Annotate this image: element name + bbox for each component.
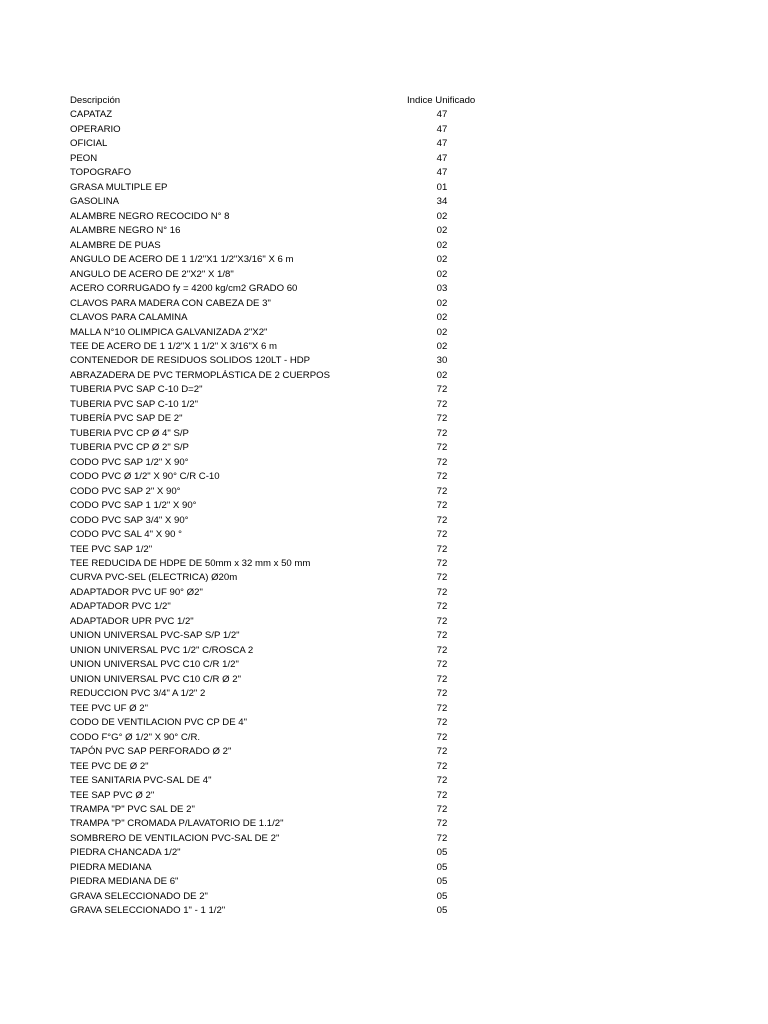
table-row bbox=[0, 383, 768, 397]
table-row bbox=[0, 369, 768, 383]
table-row bbox=[0, 137, 768, 151]
table-row bbox=[0, 557, 768, 571]
row-description: PIEDRA MEDIANA bbox=[70, 861, 152, 873]
table-row bbox=[0, 108, 768, 122]
table-row bbox=[0, 789, 768, 803]
row-description: TRAMPA "P" PVC SAL DE 2" bbox=[70, 803, 195, 815]
table-row bbox=[0, 514, 768, 528]
table-row bbox=[0, 311, 768, 325]
row-index: 47 bbox=[436, 152, 448, 164]
row-index: 47 bbox=[436, 167, 448, 179]
row-description: ANGULO DE ACERO DE 1 1/2"X1 1/2"X3/16" X 6 m bbox=[70, 254, 294, 266]
table-row bbox=[0, 586, 768, 600]
row-description: CODO PVC SAL 4" X 90 ° bbox=[70, 529, 182, 541]
row-description: UNION UNIVERSAL PVC C10 C/R 1/2" bbox=[70, 659, 239, 671]
row-index: 72 bbox=[436, 543, 448, 555]
row-description: PIEDRA MEDIANA DE 6" bbox=[70, 876, 179, 888]
table-row bbox=[0, 181, 768, 195]
table-row bbox=[0, 702, 768, 716]
row-description: CODO PVC SAP 1 1/2" X 90° bbox=[70, 500, 197, 512]
row-description: CODO PVC SAP 3/4" X 90° bbox=[70, 514, 189, 526]
row-description: TEE REDUCIDA DE HDPE DE 50mm x 32 mm x 50 mm bbox=[70, 558, 311, 569]
row-description: UNION UNIVERSAL PVC 1/2" C/ROSCA 2 bbox=[70, 644, 254, 656]
row-description: CLAVOS PARA MADERA CON CABEZA DE 3" bbox=[70, 297, 271, 309]
table-row bbox=[0, 152, 768, 166]
table-row bbox=[0, 282, 768, 296]
row-description: TUBERIA PVC CP Ø 4" S/P bbox=[70, 427, 189, 439]
table-row bbox=[0, 253, 768, 267]
row-index: 72 bbox=[436, 398, 448, 410]
column-header-description: Descripción bbox=[70, 95, 121, 106]
row-description: CONTENEDOR DE RESIDUOS SOLIDOS 120LT - HDP bbox=[70, 355, 311, 367]
row-description: GASOLINA bbox=[70, 196, 120, 208]
row-index: 05 bbox=[436, 890, 448, 902]
row-description: OFICIAL bbox=[70, 138, 108, 150]
row-description: TEE SANITARIA PVC-SAL DE 4" bbox=[70, 775, 212, 787]
table-row bbox=[0, 340, 768, 354]
row-index: 03 bbox=[436, 283, 448, 295]
row-index: 05 bbox=[436, 861, 448, 873]
row-description: CURVA PVC-SEL (ELECTRICA) Ø20m bbox=[70, 572, 238, 584]
table-row bbox=[0, 210, 768, 224]
row-index: 72 bbox=[436, 775, 448, 787]
row-description: TEE PVC SAP 1/2" bbox=[70, 543, 153, 555]
row-index: 02 bbox=[436, 268, 448, 280]
row-index: 02 bbox=[436, 297, 448, 309]
row-description: ALAMBRE NEGRO RECOCIDO N° 8 bbox=[70, 210, 230, 222]
table-row bbox=[0, 354, 768, 368]
row-index: 72 bbox=[436, 442, 448, 454]
row-description: TEE DE ACERO DE 1 1/2"X 1 1/2" X 3/16"X 6 m bbox=[70, 340, 277, 352]
table-row bbox=[0, 297, 768, 311]
row-index: 72 bbox=[436, 558, 448, 569]
row-description: MALLA N°10 OLIMPICA GALVANIZADA 2"X2" bbox=[70, 326, 268, 338]
table-row bbox=[0, 166, 768, 180]
row-index: 72 bbox=[436, 384, 448, 396]
row-index: 05 bbox=[436, 876, 448, 888]
table-row bbox=[0, 803, 768, 817]
row-index: 30 bbox=[436, 355, 448, 367]
row-description: ADAPTADOR PVC UF 90° Ø2" bbox=[70, 586, 203, 598]
row-description: UNION UNIVERSAL PVC C10 C/R Ø 2" bbox=[70, 673, 241, 685]
row-index: 01 bbox=[436, 181, 448, 193]
row-index: 02 bbox=[436, 239, 448, 251]
row-index: 72 bbox=[436, 818, 448, 830]
row-index: 72 bbox=[436, 427, 448, 439]
table-row bbox=[0, 817, 768, 831]
row-description: TEE SAP PVC Ø 2" bbox=[70, 789, 155, 801]
row-description: TUBERIA PVC SAP C-10 D=2" bbox=[70, 384, 203, 396]
row-index: 72 bbox=[436, 702, 448, 714]
table-row bbox=[0, 832, 768, 846]
row-index: 72 bbox=[436, 630, 448, 642]
row-description: TUBERIA PVC SAP C-10 1/2" bbox=[70, 398, 198, 410]
row-index: 72 bbox=[436, 529, 448, 541]
row-index: 02 bbox=[436, 340, 448, 352]
row-index: 02 bbox=[436, 225, 448, 237]
table-row bbox=[0, 875, 768, 889]
table-row bbox=[0, 600, 768, 614]
table-row bbox=[0, 644, 768, 658]
row-description: ALAMBRE NEGRO N° 16 bbox=[70, 225, 181, 237]
row-index: 72 bbox=[436, 601, 448, 613]
row-index: 02 bbox=[436, 326, 448, 338]
row-index: 72 bbox=[436, 717, 448, 729]
row-description: CODO PVC SAP 2" X 90° bbox=[70, 485, 181, 497]
row-description: ANGULO DE ACERO DE 2"X2" X 1/8" bbox=[70, 268, 234, 280]
table-row bbox=[0, 615, 768, 629]
table-row bbox=[0, 716, 768, 730]
index-table bbox=[0, 94, 768, 919]
row-description: TUBERÍA PVC SAP DE 2" bbox=[70, 413, 183, 425]
row-description: PIEDRA CHANCADA 1/2" bbox=[70, 847, 181, 859]
row-description: CODO DE VENTILACION PVC CP DE 4" bbox=[70, 717, 248, 729]
row-index: 72 bbox=[436, 615, 448, 627]
row-description: ACERO CORRUGADO fy = 4200 kg/cm2 GRADO 60 bbox=[70, 283, 298, 295]
row-index: 72 bbox=[436, 746, 448, 758]
row-description: PEON bbox=[70, 152, 98, 164]
row-index: 72 bbox=[436, 688, 448, 700]
table-row bbox=[0, 326, 768, 340]
table-body bbox=[0, 108, 768, 918]
row-index: 72 bbox=[436, 659, 448, 671]
table-row bbox=[0, 268, 768, 282]
row-description: SOMBRERO DE VENTILACION PVC-SAL DE 2" bbox=[70, 832, 280, 844]
row-index: 72 bbox=[436, 586, 448, 598]
row-index: 72 bbox=[436, 673, 448, 685]
row-index: 72 bbox=[436, 500, 448, 512]
row-description: UNION UNIVERSAL PVC-SAP S/P 1/2" bbox=[70, 630, 240, 642]
row-description: CLAVOS PARA CALAMINA bbox=[70, 312, 188, 324]
table-row bbox=[0, 470, 768, 484]
row-description: TRAMPA "P" CROMADA P/LAVATORIO DE 1.1/2" bbox=[70, 818, 284, 830]
row-index: 02 bbox=[436, 369, 448, 381]
column-header-index: Indice Unificado bbox=[407, 95, 476, 106]
row-index: 47 bbox=[436, 123, 448, 135]
row-index: 02 bbox=[436, 254, 448, 266]
table-row bbox=[0, 904, 768, 918]
row-description: TEE PVC DE Ø 2" bbox=[70, 760, 149, 772]
row-description: CODO PVC Ø 1/2" X 90° C/R C-10 bbox=[70, 471, 220, 483]
table-row bbox=[0, 195, 768, 209]
table-row bbox=[0, 658, 768, 672]
row-description: GRAVA SELECCIONADO 1" - 1 1/2" bbox=[70, 905, 226, 917]
table-row bbox=[0, 760, 768, 774]
table-row bbox=[0, 398, 768, 412]
row-description: CODO PVC SAP 1/2" X 90° bbox=[70, 456, 189, 468]
table-row bbox=[0, 499, 768, 513]
row-description: CAPATAZ bbox=[70, 109, 113, 121]
table-row bbox=[0, 861, 768, 875]
row-index: 72 bbox=[436, 731, 448, 743]
row-index: 47 bbox=[436, 109, 448, 121]
row-index: 72 bbox=[436, 514, 448, 526]
table-row bbox=[0, 571, 768, 585]
row-index: 72 bbox=[436, 803, 448, 815]
row-description: ADAPTADOR UPR PVC 1/2" bbox=[70, 615, 194, 627]
row-description: TAPÓN PVC SAP PERFORADO Ø 2" bbox=[70, 746, 232, 758]
row-index: 72 bbox=[436, 471, 448, 483]
table-row bbox=[0, 673, 768, 687]
table-row bbox=[0, 890, 768, 904]
table-row bbox=[0, 123, 768, 137]
row-description: GRASA MULTIPLE EP bbox=[70, 181, 168, 193]
table-row bbox=[0, 543, 768, 557]
table-row bbox=[0, 774, 768, 788]
row-description: CODO F°G° Ø 1/2" X 90° C/R. bbox=[70, 731, 201, 743]
table-row bbox=[0, 427, 768, 441]
table-row bbox=[0, 629, 768, 643]
row-description: ADAPTADOR PVC 1/2" bbox=[70, 601, 171, 613]
table-row bbox=[0, 528, 768, 542]
table-row bbox=[0, 224, 768, 238]
row-index: 72 bbox=[436, 760, 448, 772]
row-description: REDUCCION PVC 3/4" A 1/2" 2 bbox=[70, 688, 206, 700]
table-row bbox=[0, 456, 768, 470]
row-description: TUBERIA PVC CP Ø 2" S/P bbox=[70, 442, 189, 454]
row-index: 72 bbox=[436, 789, 448, 801]
row-index: 72 bbox=[436, 832, 448, 844]
table-row bbox=[0, 485, 768, 499]
row-index: 47 bbox=[436, 138, 448, 150]
row-index: 05 bbox=[436, 847, 448, 859]
table-header-row bbox=[0, 94, 768, 108]
row-index: 05 bbox=[436, 905, 448, 917]
row-index: 02 bbox=[436, 210, 448, 222]
row-index: 72 bbox=[436, 644, 448, 656]
row-description: ALAMBRE DE PUAS bbox=[70, 239, 161, 251]
row-index: 72 bbox=[436, 572, 448, 584]
table-row bbox=[0, 412, 768, 426]
row-index: 72 bbox=[436, 485, 448, 497]
table-row bbox=[0, 687, 768, 701]
row-description: TEE PVC UF Ø 2" bbox=[70, 702, 149, 714]
row-description: GRAVA SELECCIONADO DE 2" bbox=[70, 890, 208, 902]
table-row bbox=[0, 745, 768, 759]
row-index: 02 bbox=[436, 312, 448, 324]
table-row bbox=[0, 846, 768, 860]
row-index: 72 bbox=[436, 456, 448, 468]
row-index: 34 bbox=[436, 196, 448, 208]
row-description: TOPOGRAFO bbox=[70, 167, 132, 179]
table-row bbox=[0, 731, 768, 745]
row-description: ABRAZADERA DE PVC TERMOPLÁSTICA DE 2 CUERPOS bbox=[70, 369, 330, 381]
row-description: OPERARIO bbox=[70, 123, 121, 135]
table-row bbox=[0, 239, 768, 253]
row-index: 72 bbox=[436, 413, 448, 425]
table-row bbox=[0, 441, 768, 455]
